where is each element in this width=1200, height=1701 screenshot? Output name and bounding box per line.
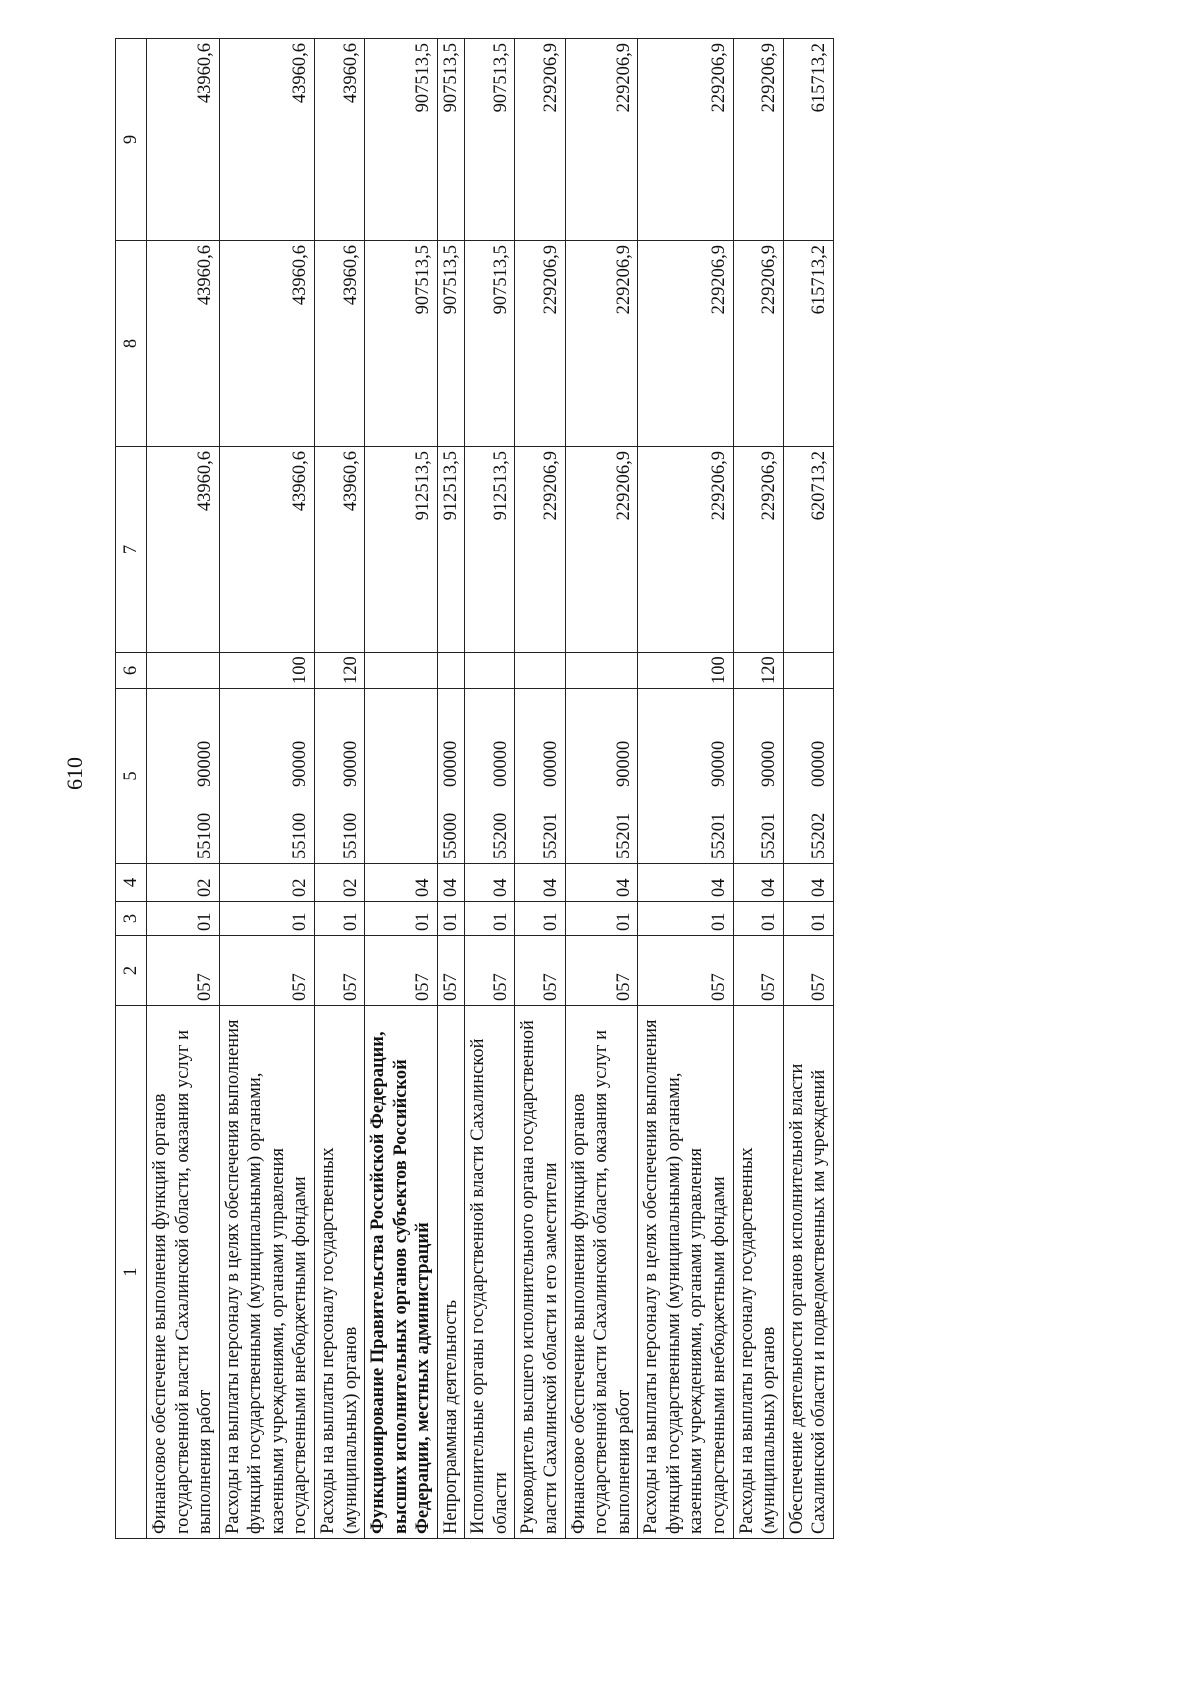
table-row xyxy=(783,39,833,1539)
subsection-code: 04 xyxy=(365,864,438,902)
section-code: 01 xyxy=(219,902,314,936)
ministry-code: 057 xyxy=(515,936,565,1006)
target-article-program: 55100 xyxy=(195,812,216,859)
amount-col9: 907513,5 xyxy=(365,39,438,241)
target-article-code xyxy=(314,689,364,864)
target-article-program: 55200 xyxy=(490,812,511,859)
row-description: Обеспечение деятельности органов исполнительной власти Сахалинской области и подведомственных им учреждений xyxy=(783,1006,833,1539)
amount-col9: 229206,9 xyxy=(733,39,783,241)
target-article-program: 55000 xyxy=(440,812,461,859)
table-row xyxy=(314,39,364,1539)
expense-type-code: 100 xyxy=(638,653,733,689)
target-article-direction: 90000 xyxy=(195,740,216,787)
target-article-code xyxy=(219,689,314,864)
amount-col7: 43960,6 xyxy=(147,447,220,653)
amount-col8: 229206,9 xyxy=(565,241,638,447)
table-row xyxy=(365,39,438,1539)
target-article-direction: 90000 xyxy=(708,740,729,787)
subsection-code: 04 xyxy=(515,864,565,902)
subsection-code: 02 xyxy=(147,864,220,902)
amount-col9: 229206,9 xyxy=(515,39,565,241)
ministry-code: 057 xyxy=(565,936,638,1006)
expense-type-code xyxy=(783,653,833,689)
table-row xyxy=(733,39,783,1539)
header-cell: 1 xyxy=(116,1006,147,1539)
ministry-code: 057 xyxy=(147,936,220,1006)
subsection-code: 02 xyxy=(219,864,314,902)
amount-col8: 907513,5 xyxy=(437,241,465,447)
amount-col7: 229206,9 xyxy=(565,447,638,653)
ministry-code: 057 xyxy=(638,936,733,1006)
amount-col7: 229206,9 xyxy=(638,447,733,653)
amount-col7: 43960,6 xyxy=(314,447,364,653)
amount-col8: 43960,6 xyxy=(147,241,220,447)
ministry-code: 057 xyxy=(365,936,438,1006)
header-cell: 8 xyxy=(116,241,147,447)
amount-col8: 907513,5 xyxy=(465,241,515,447)
section-code: 01 xyxy=(314,902,364,936)
header-cell: 9 xyxy=(116,39,147,241)
target-article-direction: 90000 xyxy=(340,740,361,787)
expense-type-code: 120 xyxy=(314,653,364,689)
table-body xyxy=(147,39,834,1539)
section-code: 01 xyxy=(565,902,638,936)
ministry-code: 057 xyxy=(783,936,833,1006)
target-article-code xyxy=(465,689,515,864)
header-cell: 6 xyxy=(116,653,147,689)
section-code: 01 xyxy=(365,902,438,936)
row-description: Расходы на выплаты персоналу государственных (муниципальных) органов xyxy=(733,1006,783,1539)
target-article-code xyxy=(147,689,220,864)
table-row xyxy=(638,39,733,1539)
amount-col9: 229206,9 xyxy=(565,39,638,241)
expense-type-code xyxy=(465,653,515,689)
target-article-program: 55201 xyxy=(759,812,780,859)
expense-type-code xyxy=(565,653,638,689)
amount-col7: 43960,6 xyxy=(219,447,314,653)
ministry-code: 057 xyxy=(465,936,515,1006)
table-row xyxy=(147,39,220,1539)
row-description: Расходы на выплаты персоналу государственных (муниципальных) органов xyxy=(314,1006,364,1539)
amount-col7: 620713,2 xyxy=(783,447,833,653)
target-article-program: 55100 xyxy=(290,812,311,859)
subsection-code: 04 xyxy=(733,864,783,902)
row-description: Исполнительные органы государственной власти Сахалинской области xyxy=(465,1006,515,1539)
table-row xyxy=(219,39,314,1539)
amount-col7: 229206,9 xyxy=(515,447,565,653)
subsection-code: 04 xyxy=(565,864,638,902)
target-article-program: 55201 xyxy=(541,812,561,859)
amount-col7: 912513,5 xyxy=(437,447,465,653)
section-code: 01 xyxy=(147,902,220,936)
target-article-program: 55100 xyxy=(340,812,361,859)
target-article-direction: 90000 xyxy=(290,740,311,787)
target-article-code xyxy=(365,689,438,864)
header-cell: 3 xyxy=(116,902,147,936)
ministry-code: 057 xyxy=(733,936,783,1006)
table-row xyxy=(465,39,515,1539)
target-article-direction: 90000 xyxy=(613,740,634,787)
row-description: Расходы на выплаты персоналу в целях обеспечения выполнения функций государственными (муниципальными) органами, казенными учреждениями, органами управления государственными внебюджетными фондами xyxy=(219,1006,314,1539)
table-row xyxy=(437,39,465,1539)
target-article-code xyxy=(733,689,783,864)
section-code: 01 xyxy=(515,902,565,936)
section-code: 01 xyxy=(783,902,833,936)
section-code: 01 xyxy=(465,902,515,936)
subsection-code: 04 xyxy=(783,864,833,902)
ministry-code: 057 xyxy=(219,936,314,1006)
expense-type-code: 120 xyxy=(733,653,783,689)
amount-col9: 907513,5 xyxy=(437,39,465,241)
page-number: 610 xyxy=(62,757,87,790)
expense-type-code xyxy=(437,653,465,689)
budget-table xyxy=(115,38,834,1539)
target-article-direction: 00000 xyxy=(541,740,561,787)
target-article-direction: 00000 xyxy=(490,740,511,787)
rotated-table-container xyxy=(115,39,1020,1539)
expense-type-code: 100 xyxy=(219,653,314,689)
target-article-direction: 90000 xyxy=(759,740,780,787)
expense-type-code xyxy=(515,653,565,689)
amount-col9: 907513,5 xyxy=(465,39,515,241)
amount-col8: 43960,6 xyxy=(314,241,364,447)
expense-type-code xyxy=(147,653,220,689)
amount-col7: 912513,5 xyxy=(465,447,515,653)
amount-col8: 229206,9 xyxy=(515,241,565,447)
subsection-code: 02 xyxy=(314,864,364,902)
subsection-code: 04 xyxy=(638,864,733,902)
row-description: Расходы на выплаты персоналу в целях обеспечения выполнения функций государственными (муниципальными) органами, казенными учреждениями, органами управления государственными внебюджетными фондами xyxy=(638,1006,733,1539)
table-row xyxy=(515,39,565,1539)
row-description: Финансовое обеспечение выполнения функций органов государственной власти Сахалинской области, оказания услуг и выполнения работ xyxy=(147,1006,220,1539)
amount-col7: 229206,9 xyxy=(733,447,783,653)
header-cell: 7 xyxy=(116,447,147,653)
target-article-code xyxy=(638,689,733,864)
table-row xyxy=(565,39,638,1539)
target-article-code xyxy=(565,689,638,864)
header-row xyxy=(116,39,147,1539)
target-article-program: 55201 xyxy=(613,812,634,859)
header-cell: 2 xyxy=(116,936,147,1006)
row-description: Финансовое обеспечение выполнения функций органов государственной власти Сахалинской области, оказания услуг и выполнения работ xyxy=(565,1006,638,1539)
section-code: 01 xyxy=(733,902,783,936)
target-article-direction: 00000 xyxy=(809,740,830,787)
amount-col9: 615713,2 xyxy=(783,39,833,241)
ministry-code: 057 xyxy=(314,936,364,1006)
amount-col9: 43960,6 xyxy=(147,39,220,241)
target-article-program: 55201 xyxy=(708,812,729,859)
expense-type-code xyxy=(365,653,438,689)
section-code: 01 xyxy=(437,902,465,936)
header-cell: 4 xyxy=(116,864,147,902)
target-article-code xyxy=(515,689,565,864)
section-code: 01 xyxy=(638,902,733,936)
amount-col8: 229206,9 xyxy=(638,241,733,447)
amount-col8: 907513,5 xyxy=(365,241,438,447)
target-article-direction: 00000 xyxy=(440,740,461,787)
target-article-program: 55202 xyxy=(809,812,830,859)
row-description: Функционирование Правительства Российской Федерации, высших исполнительных органов субъектов Российской Федерации, местных администраций xyxy=(365,1006,438,1539)
subsection-code: 04 xyxy=(465,864,515,902)
amount-col8: 615713,2 xyxy=(783,241,833,447)
amount-col8: 43960,6 xyxy=(219,241,314,447)
amount-col9: 43960,6 xyxy=(314,39,364,241)
header-cell: 5 xyxy=(116,689,147,864)
target-article-code xyxy=(783,689,833,864)
row-description: Непрограммная деятельность xyxy=(437,1006,465,1539)
amount-col9: 229206,9 xyxy=(638,39,733,241)
amount-col7: 912513,5 xyxy=(365,447,438,653)
ministry-code: 057 xyxy=(437,936,465,1006)
row-description: Руководитель высшего исполнительного органа государственной власти Сахалинской области и его заместители xyxy=(515,1006,565,1539)
amount-col8: 229206,9 xyxy=(733,241,783,447)
target-article-code xyxy=(437,689,465,864)
subsection-code: 04 xyxy=(437,864,465,902)
amount-col9: 43960,6 xyxy=(219,39,314,241)
